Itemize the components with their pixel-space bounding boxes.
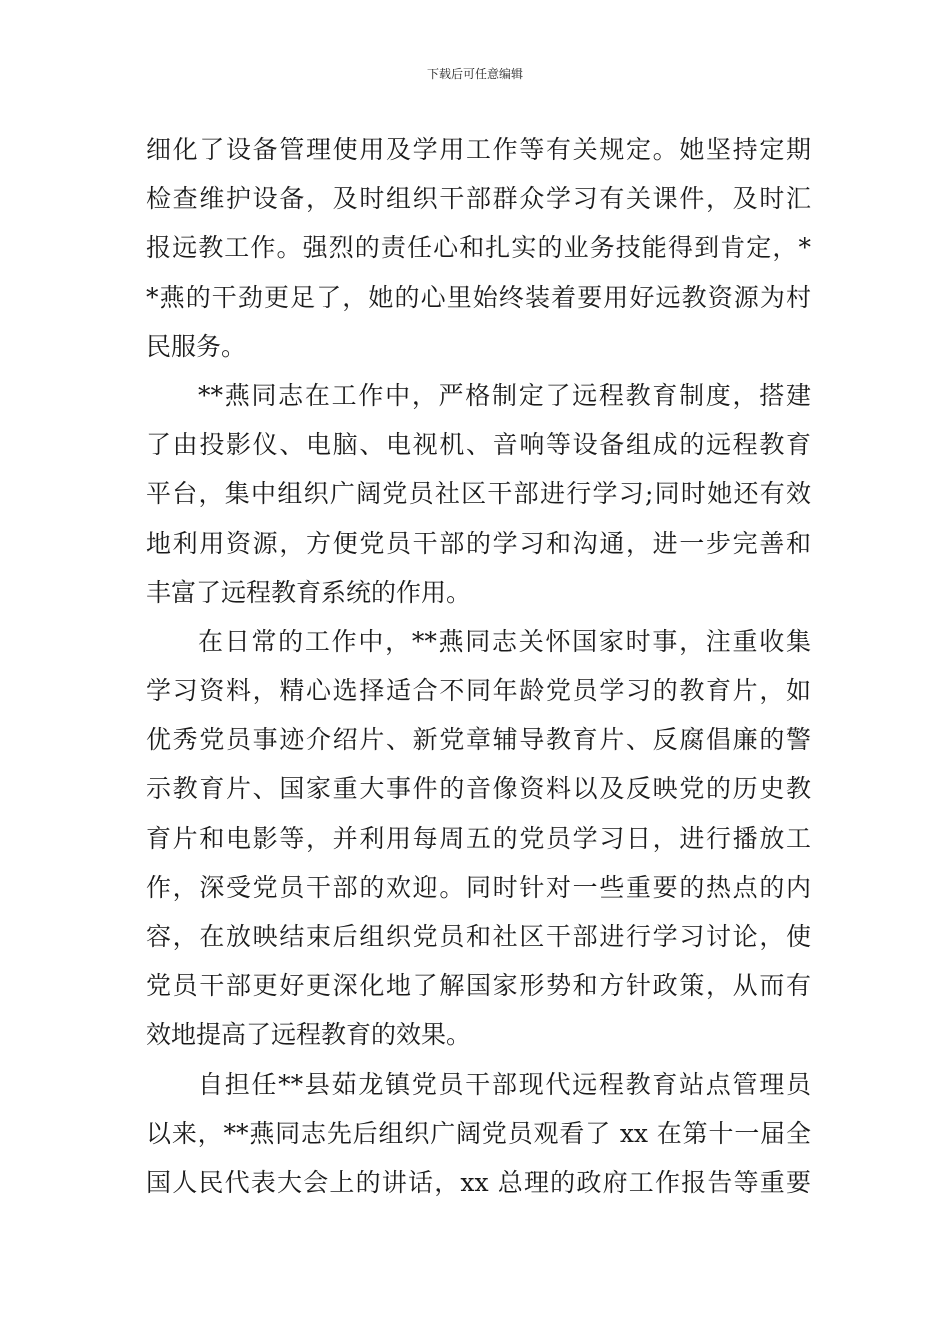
text-line: 作，深受党员干部的欢迎。同时针对一些重要的热点的内 xyxy=(146,872,811,902)
text-line: 民服务。 xyxy=(146,331,247,361)
text-line: 国人民代表大会上的讲话，xx 总理的政府工作报告等重要 xyxy=(146,1167,811,1197)
text-line: 报远教工作。强烈的责任心和扎实的业务技能得到肯定，* xyxy=(146,233,811,263)
text-line: 党员干部更好更深化地了解国家形势和方针政策，从而有 xyxy=(146,971,811,1001)
paragraph-first-line: 在日常的工作中，**燕同志关怀国家时事，注重收集 xyxy=(198,626,811,656)
page-header: 下载后可任意编辑 xyxy=(426,67,523,81)
paragraph-first-line: **燕同志在工作中，严格制定了远程教育制度，搭建 xyxy=(198,380,811,410)
text-line: 丰富了远程教育系统的作用。 xyxy=(146,577,472,607)
text-line: 育片和电影等，并利用每周五的党员学习日，进行播放工 xyxy=(146,823,811,853)
text-line: 以来，**燕同志先后组织广阔党员观看了 xx 在第十一届全 xyxy=(146,1118,811,1148)
text-line: 效地提高了远程教育的效果。 xyxy=(146,1020,472,1050)
text-line: 平台，集中组织广阔党员社区干部进行学习;同时她还有效 xyxy=(146,479,811,509)
paragraph-first-line: 自担任**县茹龙镇党员干部现代远程教育站点管理员 xyxy=(198,1069,811,1099)
text-line: 地利用资源，方便党员干部的学习和沟通，进一步完善和 xyxy=(146,528,811,558)
text-line: 容，在放映结束后组织党员和社区干部进行学习讨论，使 xyxy=(146,922,811,951)
text-line: 检查维护设备，及时组织干部群众学习有关课件，及时汇 xyxy=(146,184,811,214)
text-line: 示教育片、国家重大事件的音像资料以及反映党的历史教 xyxy=(146,774,811,804)
text-line: 学习资料，精心选择适合不同年龄党员学习的教育片，如 xyxy=(146,676,811,706)
text-line: 优秀党员事迹介绍片、新党章辅导教育片、反腐倡廉的警 xyxy=(146,725,811,755)
text-line: 细化了设备管理使用及学用工作等有关规定。她坚持定期 xyxy=(146,135,811,164)
document-body xyxy=(146,125,811,1207)
text-line: 了由投影仪、电脑、电视机、音响等设备组成的远程教育 xyxy=(146,430,811,460)
text-line: *燕的干劲更足了，她的心里始终装着要用好远教资源为村 xyxy=(146,282,811,312)
